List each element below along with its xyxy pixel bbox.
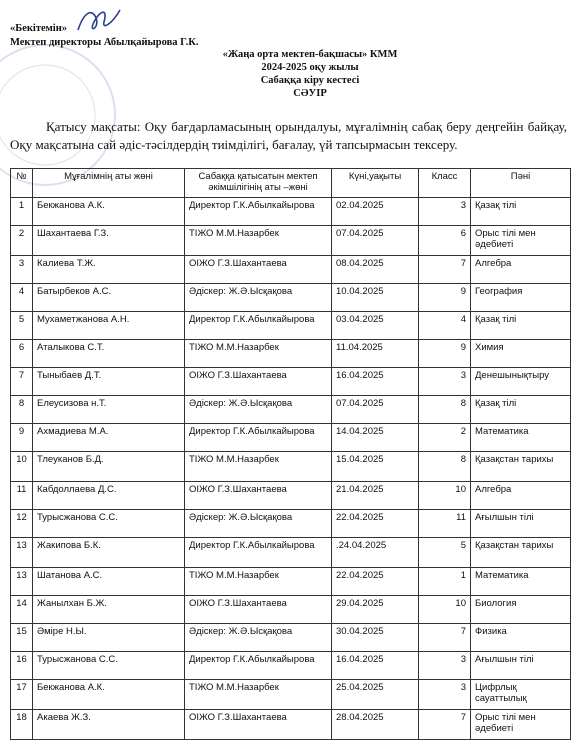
row-number: 5	[11, 312, 33, 340]
visit-date: 07.04.2025	[332, 396, 419, 424]
table-row	[11, 226, 571, 256]
teacher-name: Шатанова А.С.	[33, 568, 185, 596]
table-row	[11, 424, 571, 452]
class-number: 3	[419, 368, 471, 396]
table-row	[11, 596, 571, 624]
admin-name: Директор Г.К.Абылкайырова	[185, 538, 332, 568]
row-number: 16	[11, 652, 33, 680]
visit-date: 10.04.2025	[332, 284, 419, 312]
class-number: 9	[419, 340, 471, 368]
visit-date: 22.04.2025	[332, 568, 419, 596]
teacher-name: Жанылхан Б.Ж.	[33, 596, 185, 624]
row-number: 9	[11, 424, 33, 452]
visit-date: 28.04.2025	[332, 710, 419, 740]
admin-name: ОІЖО Г.З.Шахантаева	[185, 482, 332, 510]
org-name: «Жаңа орта мектеп-бақшасы» КММ	[222, 49, 398, 60]
table-row	[11, 452, 571, 482]
row-number: 15	[11, 624, 33, 652]
visit-date: 15.04.2025	[332, 452, 419, 482]
class-number: 7	[419, 710, 471, 740]
teacher-name: Турысжанова С.С.	[33, 652, 185, 680]
visit-date: 14.04.2025	[332, 424, 419, 452]
subject-name: Алгебра	[471, 256, 571, 284]
row-number: 13	[11, 538, 33, 568]
class-number: 1	[419, 568, 471, 596]
purpose-paragraph: Қатысу мақсаты: Оқу бағдарламасының орындалуы, мұғалімнің сабақ беру деңгейін байқау, Оқу мақсатына сай әдіс-тәсілдердің тиімділігі, бағалау, үй тапсырмасын тексеру.	[10, 119, 567, 152]
admin-name: ТІЖО М.М.Назарбек	[185, 680, 332, 710]
header-teacher: Мұғалімнің аты жөні	[33, 169, 185, 198]
doc-title: Сабаққа кіру кестесі	[260, 75, 360, 86]
teacher-name: Калиева Т.Ж.	[33, 256, 185, 284]
row-number: 7	[11, 368, 33, 396]
row-number: 14	[11, 596, 33, 624]
visit-date: 30.04.2025	[332, 624, 419, 652]
table-row	[11, 256, 571, 284]
visit-date: 16.04.2025	[332, 368, 419, 396]
row-number: 13	[11, 568, 33, 596]
row-number: 6	[11, 340, 33, 368]
visit-date: 16.04.2025	[332, 652, 419, 680]
table-row	[11, 538, 571, 568]
approval-block	[10, 22, 199, 50]
table-row	[11, 198, 571, 226]
admin-name: ТІЖО М.М.Назарбек	[185, 340, 332, 368]
table-row	[11, 680, 571, 710]
class-number: 7	[419, 624, 471, 652]
table-header-row	[11, 169, 571, 198]
row-number: 11	[11, 482, 33, 510]
class-number: 6	[419, 226, 471, 256]
row-number: 10	[11, 452, 33, 482]
teacher-name: Шахантаева Г.З.	[33, 226, 185, 256]
subject-name: Орыс тілі мен әдебиеті	[471, 226, 571, 256]
subject-name: Қазақстан тарихы	[471, 452, 571, 482]
class-number: 9	[419, 284, 471, 312]
school-year: 2024-2025 оқу жылы	[261, 62, 359, 73]
admin-name: Директор Г.К.Абылкайырова	[185, 198, 332, 226]
teacher-name: Ахмадиева М.А.	[33, 424, 185, 452]
director-line: Мектеп директоры Абылқайырова Г.К.	[10, 37, 199, 48]
teacher-name: Тлеуканов Б.Д.	[33, 452, 185, 482]
row-number: 3	[11, 256, 33, 284]
teacher-name: Батырбеков А.С.	[33, 284, 185, 312]
class-number: 2	[419, 424, 471, 452]
teacher-name: Жакипова Б.К.	[33, 538, 185, 568]
admin-name: Директор Г.К.Абылкайырова	[185, 312, 332, 340]
table-row	[11, 624, 571, 652]
row-number: 8	[11, 396, 33, 424]
table-row	[11, 568, 571, 596]
month-title: СӘУІР	[293, 88, 327, 99]
admin-name: ТІЖО М.М.Назарбек	[185, 226, 332, 256]
table-row	[11, 368, 571, 396]
row-number: 18	[11, 710, 33, 740]
table-row	[11, 482, 571, 510]
subject-name: Физика	[471, 624, 571, 652]
schedule-table	[10, 168, 571, 740]
subject-name: География	[471, 284, 571, 312]
subject-name: Орыс тілі мен әдебиеті	[471, 710, 571, 740]
visit-date: .24.04.2025	[332, 538, 419, 568]
subject-name: Математика	[471, 424, 571, 452]
table-row	[11, 340, 571, 368]
admin-name: Әдіскер: Ж.Ә.Ысқақова	[185, 510, 332, 538]
visit-date: 29.04.2025	[332, 596, 419, 624]
subject-name: Химия	[471, 340, 571, 368]
admin-name: Әдіскер: Ж.Ә.Ысқақова	[185, 624, 332, 652]
visit-date: 07.04.2025	[332, 226, 419, 256]
class-number: 3	[419, 680, 471, 710]
teacher-name: Аталыкова С.Т.	[33, 340, 185, 368]
subject-name: Математика	[471, 568, 571, 596]
visit-date: 21.04.2025	[332, 482, 419, 510]
row-number: 1	[11, 198, 33, 226]
admin-name: ОІЖО Г.З.Шахантаева	[185, 368, 332, 396]
class-number: 11	[419, 510, 471, 538]
class-number: 4	[419, 312, 471, 340]
subject-name: Қазақ тілі	[471, 396, 571, 424]
class-number: 10	[419, 596, 471, 624]
visit-date: 11.04.2025	[332, 340, 419, 368]
row-number: 17	[11, 680, 33, 710]
admin-name: ТІЖО М.М.Назарбек	[185, 452, 332, 482]
subject-name: Цифрлық сауаттылық	[471, 680, 571, 710]
subject-name: Ағылшын тілі	[471, 652, 571, 680]
class-number: 8	[419, 452, 471, 482]
table-row	[11, 510, 571, 538]
class-number: 3	[419, 198, 471, 226]
subject-name: Денешынықтыру	[471, 368, 571, 396]
table-row	[11, 396, 571, 424]
teacher-name: Бекжанова А.К.	[33, 680, 185, 710]
subject-name: Алгебра	[471, 482, 571, 510]
subject-name: Қазақ тілі	[471, 198, 571, 226]
admin-name: Директор Г.К.Абылкайырова	[185, 424, 332, 452]
table-row	[11, 652, 571, 680]
table-row	[11, 710, 571, 740]
subject-name: Ағылшын тілі	[471, 510, 571, 538]
teacher-name: Әміре Н.Ы.	[33, 624, 185, 652]
teacher-name: Турысжанова С.С.	[33, 510, 185, 538]
class-number: 5	[419, 538, 471, 568]
admin-name: Әдіскер: Ж.Ә.Ысқақова	[185, 396, 332, 424]
class-number: 7	[419, 256, 471, 284]
admin-name: ОІЖО Г.З.Шахантаева	[185, 256, 332, 284]
header-admin: Сабаққа қатысатын мектеп әкімшілігінің аты –жөні	[185, 169, 332, 198]
teacher-name: Кабдоллаева Д.С.	[33, 482, 185, 510]
visit-date: 25.04.2025	[332, 680, 419, 710]
admin-name: Директор Г.К.Абылкайырова	[185, 652, 332, 680]
row-number: 4	[11, 284, 33, 312]
teacher-name: Бекжанова А.К.	[33, 198, 185, 226]
document-titles	[160, 48, 460, 100]
visit-date: 22.04.2025	[332, 510, 419, 538]
header-number: №	[11, 169, 33, 198]
class-number: 8	[419, 396, 471, 424]
table-row	[11, 312, 571, 340]
admin-name: ОІЖО Г.З.Шахантаева	[185, 710, 332, 740]
teacher-name: Мухаметжанова А.Н.	[33, 312, 185, 340]
admin-name: Әдіскер: Ж.Ә.Ысқақова	[185, 284, 332, 312]
teacher-name: Акаева Ж.З.	[33, 710, 185, 740]
header-subject: Пәні	[471, 169, 571, 198]
subject-name: Биология	[471, 596, 571, 624]
subject-name: Қазақстан тарихы	[471, 538, 571, 568]
visit-date: 02.04.2025	[332, 198, 419, 226]
teacher-name: Тыныбаев Д.Т.	[33, 368, 185, 396]
row-number: 2	[11, 226, 33, 256]
class-number: 3	[419, 652, 471, 680]
admin-name: ОІЖО Г.З.Шахантаева	[185, 596, 332, 624]
header-date: Күні,уақыты	[332, 169, 419, 198]
class-number: 10	[419, 482, 471, 510]
approval-label: «Бекітемін»	[10, 23, 68, 34]
header-class: Класс	[419, 169, 471, 198]
teacher-name: Елеусизова н.Т.	[33, 396, 185, 424]
visit-date: 08.04.2025	[332, 256, 419, 284]
row-number: 12	[11, 510, 33, 538]
visit-date: 03.04.2025	[332, 312, 419, 340]
subject-name: Қазақ тілі	[471, 312, 571, 340]
admin-name: ТІЖО М.М.Назарбек	[185, 568, 332, 596]
table-row	[11, 284, 571, 312]
